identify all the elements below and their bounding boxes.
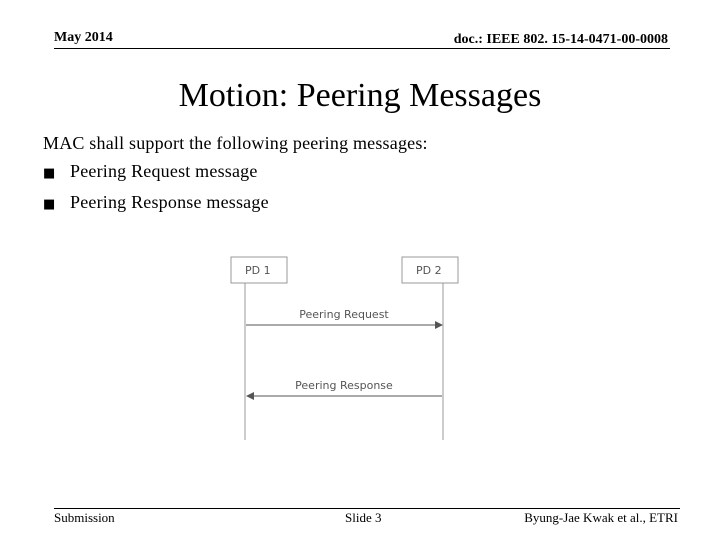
- bullet-text: Peering Request message: [70, 161, 258, 181]
- footer-submission: Submission: [54, 510, 115, 525]
- footer-slide-number: Slide 3: [345, 510, 382, 525]
- slide-title: Motion: Peering Messages: [178, 77, 542, 114]
- pd1-label: PD 1: [245, 264, 271, 277]
- bullet-icon: ■: [43, 166, 56, 181]
- peering-response-label: Peering Response: [295, 379, 393, 392]
- intro-text: MAC shall support the following peering messages:: [43, 133, 428, 153]
- peering-request-label: Peering Request: [299, 308, 389, 321]
- pd2-label: PD 2: [416, 264, 442, 277]
- bullet-item: [43, 157, 428, 188]
- header-date: May 2014: [54, 30, 113, 45]
- bullet-item: [43, 188, 428, 219]
- slide-body: [43, 129, 428, 219]
- header-rule: [54, 48, 670, 49]
- footer-rule: [54, 508, 680, 509]
- footer-author: Byung-Jae Kwak et al., ETRI: [524, 510, 678, 525]
- sequence-diagram: [230, 250, 470, 445]
- header-doc-id: doc.: IEEE 802. 15-14-0471-00-0008: [453, 32, 668, 47]
- bullet-icon: ■: [43, 197, 56, 212]
- bullet-text: Peering Response message: [70, 192, 269, 212]
